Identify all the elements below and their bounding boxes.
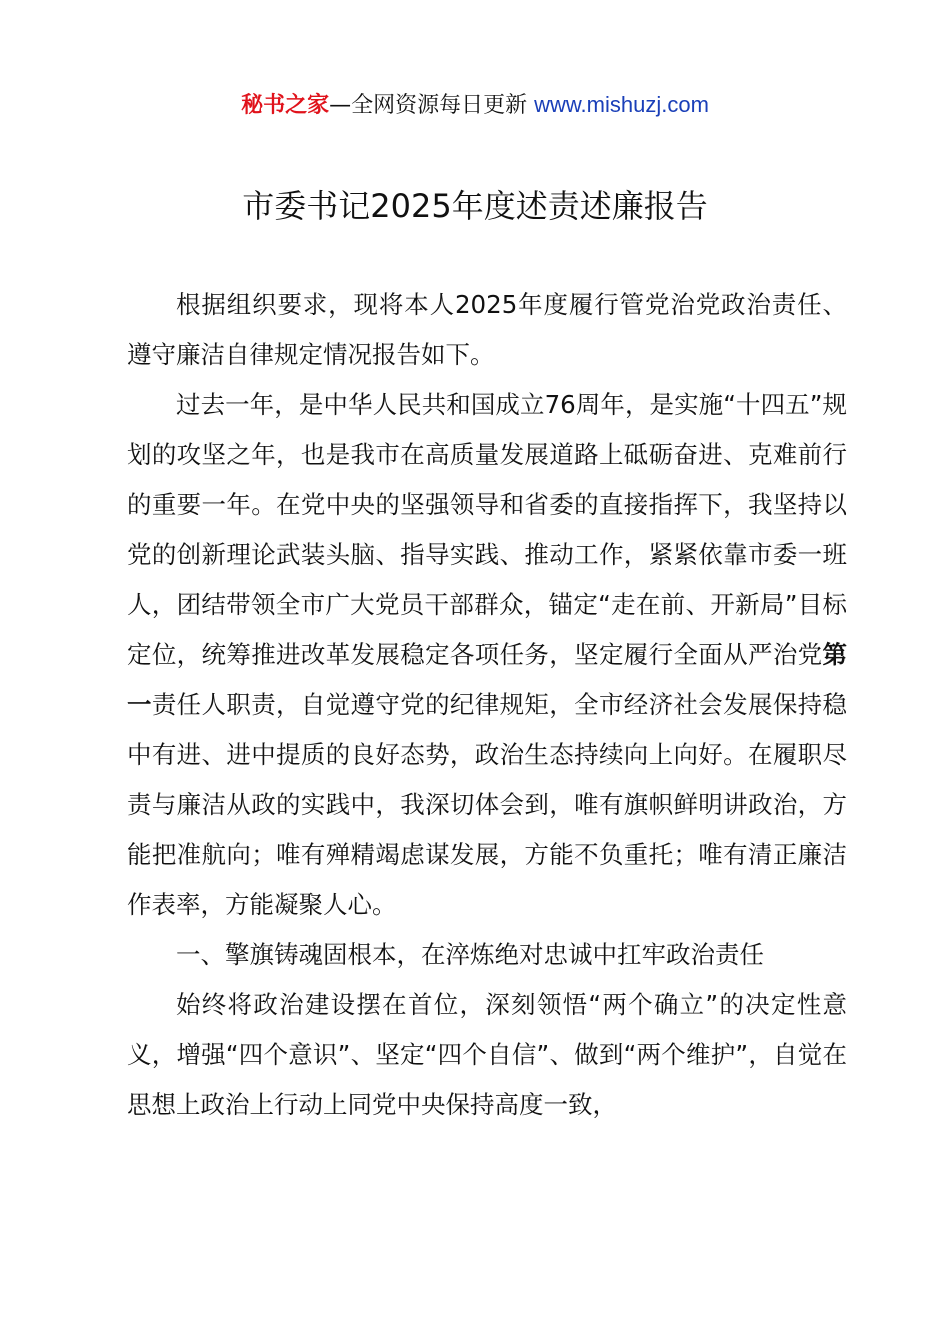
site-header [0, 88, 950, 123]
bold-term-first: 第一 [127, 640, 847, 719]
brand-name: 秘书之家 [241, 93, 330, 118]
paragraph-intro: 根据组织要求，现将本人2025年度履行管党治党政治责任、遵守廉洁自律规定情况报告如下。 [127, 290, 847, 369]
paragraph-section1: 始终将政治建设摆在首位，深刻领悟“两个确立”的决定性意义，增强“四个意识”、坚定“四个自信”、做到“两个维护”，自觉在思想上政治上行动上同党中央保持高度一致， [127, 990, 847, 1119]
paragraph-overview-part1: 过去一年，是中华人民共和国成立76周年，是实施“十四五”规划的攻坚之年，也是我市在高质量发展道路上砥砺奋进、克难前行的重要一年。在党中央的坚强领导和省委的直接指挥下，我坚持以党的创新理论武装头脑、指导实践、推动工作，紧紧依靠市委一班人，团结带领全市广大党员干部群众，锚定“走在前、开新局”目标定位，统筹推进改革发展稳定各项任务，坚定履行全面从严治党 [127, 390, 847, 669]
document-body [127, 280, 847, 1130]
header-tagline: —全网资源每日更新 [329, 93, 535, 118]
paragraph-overview [127, 380, 847, 930]
document-title: 市委书记2025年度述责述廉报告 [242, 187, 708, 225]
paragraph-overview-part2: 责任人职责，自觉遵守党的纪律规矩，全市经济社会发展保持稳中有进、进中提质的良好态势，政治生态持续向上向好。在履职尽责与廉洁从政的实践中，我深切体会到，唯有旗帜鲜明讲政治，方能把准航向；唯有殚精竭虑谋发展，方能不负重托；唯有清正廉洁作表率，方能凝聚人心。 [127, 690, 848, 919]
site-url-link[interactable]: www.mishuzj.com [534, 92, 709, 117]
section-heading-1: 一、擎旗铸魂固根本，在淬炼绝对忠诚中扛牢政治责任 [176, 940, 764, 969]
